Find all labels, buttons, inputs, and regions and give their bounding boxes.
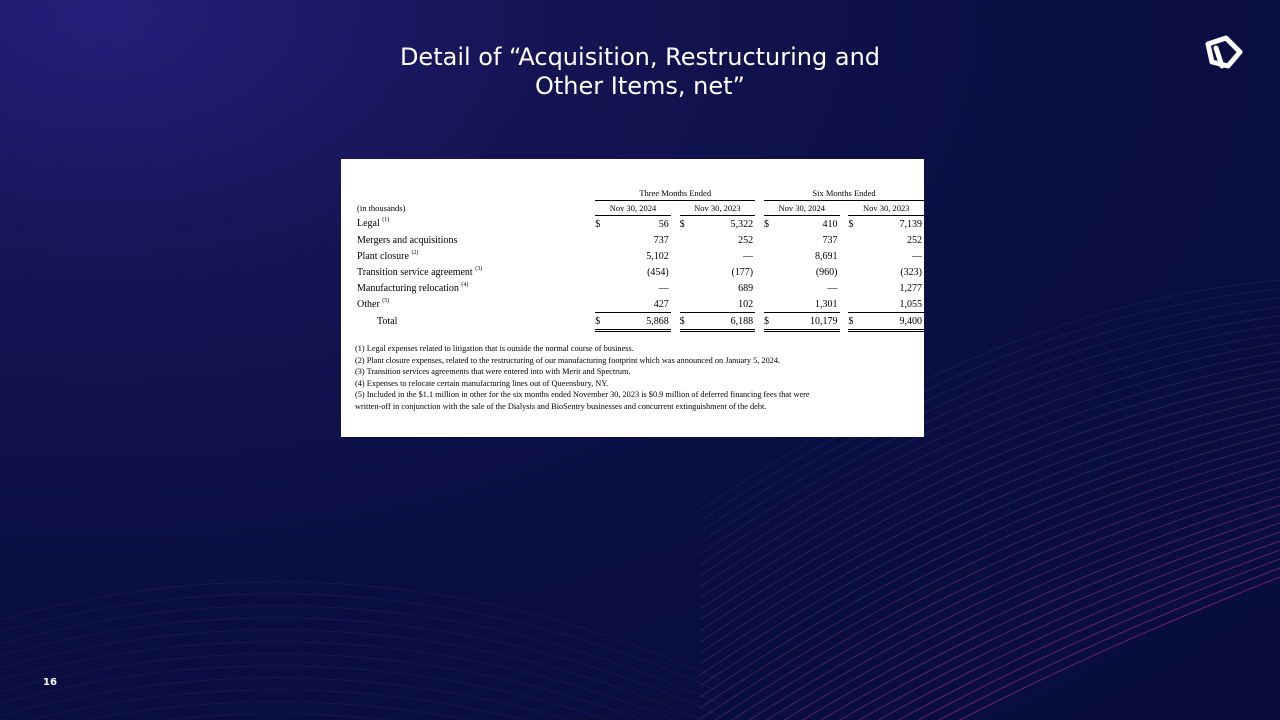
table-cell: (454) — [647, 266, 669, 278]
total-value: 5,868 — [605, 313, 671, 331]
acquisition-restructuring-table — [357, 186, 924, 332]
table-row — [357, 248, 924, 264]
total-label: Total — [377, 316, 398, 327]
table-row — [357, 232, 924, 248]
row-label — [357, 216, 595, 233]
brand-logo-icon — [1198, 32, 1246, 74]
total-row — [357, 313, 924, 331]
row-label — [357, 280, 595, 296]
total-value: 6,188 — [689, 313, 755, 331]
slide-title-line-1: Detail of “Acquisition, Restructuring and — [399, 43, 881, 71]
table-cell: 737 — [653, 234, 669, 246]
table-cell: 5,322 — [730, 218, 754, 230]
footnote-ref: (2) — [411, 249, 419, 256]
table-cell: 8,691 — [815, 250, 838, 262]
currency-symbol: $ — [848, 313, 858, 331]
table-cell: 410 — [822, 218, 838, 230]
row-label — [357, 296, 595, 313]
footnote-ref: (4) — [461, 281, 469, 288]
wave-line — [700, 532, 1280, 720]
table-row — [357, 296, 924, 313]
row-label — [357, 232, 595, 248]
currency-symbol: $ — [595, 218, 601, 230]
table-cell: (960) — [815, 266, 838, 278]
footnote-ref: (3) — [475, 265, 483, 272]
wave-line — [0, 606, 720, 704]
row-label-text: Manufacturing relocation — [357, 282, 459, 294]
wave-line — [0, 630, 720, 720]
column-header: Nov 30, 2023 — [848, 201, 924, 216]
wave-line — [0, 678, 720, 720]
column-header: Nov 30, 2024 — [595, 201, 670, 216]
currency-symbol: $ — [848, 218, 854, 230]
table-row — [357, 216, 924, 233]
table-cell: 1,055 — [899, 298, 922, 310]
table-cell: 56 — [658, 218, 669, 230]
row-label-text: Other — [357, 298, 380, 310]
column-header: Nov 30, 2024 — [764, 201, 839, 216]
table-cell: 7,139 — [899, 218, 922, 230]
table-cell: 737 — [822, 234, 838, 246]
table-row — [357, 264, 924, 280]
wave-line — [0, 714, 720, 720]
page-number: 16 — [43, 677, 57, 688]
table-cell: — — [658, 282, 669, 294]
wave-line — [700, 415, 1280, 675]
wave-line — [700, 523, 1280, 720]
table-cell: 1,277 — [899, 282, 922, 294]
table-cell: 427 — [653, 298, 669, 310]
wave-line — [700, 442, 1280, 708]
unit-label: (in thousands) — [357, 203, 406, 213]
total-value: 10,179 — [774, 313, 840, 331]
footnote-ref: (1) — [382, 217, 390, 224]
group-header-three-months: Three Months Ended — [595, 186, 755, 201]
group-header-six-months: Six Months Ended — [764, 186, 924, 201]
column-header: Nov 30, 2023 — [680, 201, 755, 216]
footnotes — [355, 343, 915, 413]
row-label-text: Transition service agreement — [357, 266, 473, 278]
table-cell: (177) — [731, 266, 754, 278]
table-cell: 5,102 — [646, 250, 669, 262]
currency-symbol: $ — [679, 218, 685, 230]
row-label — [357, 264, 595, 280]
footnote: (4) Expenses to relocate certain manufacturing lines out of Queensbury, NY. — [355, 378, 609, 388]
wave-line — [0, 582, 720, 680]
wave-line — [700, 577, 1280, 720]
footnote: (1) Legal expenses related to litigation that is outside the normal course of business. — [355, 344, 634, 353]
wave-line — [700, 514, 1280, 720]
currency-symbol: $ — [680, 313, 690, 331]
footnote-ref: (5) — [382, 297, 390, 304]
footnote: (5) Included in the $1.1 million in other for the six months ended November 30, 2023 is $0.9 million of deferred financing fees that were — [355, 390, 810, 400]
row-label-text: Mergers and acquisitions — [357, 234, 458, 246]
row-label — [357, 248, 595, 264]
currency-symbol: $ — [595, 313, 605, 331]
footnote: written-off in conjunction with the sale of the Dialysis and BioSentry businesses and concurrent extinguishment of the debt. — [355, 401, 767, 411]
table-cell: — — [912, 250, 922, 262]
currency-symbol: $ — [764, 313, 774, 331]
total-value: 9,400 — [858, 313, 924, 331]
table-cell: — — [743, 250, 754, 262]
footnote: (2) Plant closure expenses, related to the restructuring of our manufacturing footprint which was announced on January 5, 2024. — [355, 355, 781, 365]
wave-line — [0, 618, 720, 716]
wave-line — [700, 568, 1280, 720]
footnote: (3) Transition services agreements that were entered into with Merit and Spectrum. — [355, 367, 631, 377]
row-label-text: Legal — [357, 218, 380, 230]
slide-title-line-2: Other Items, net” — [535, 72, 745, 100]
table-cell: — — [827, 282, 838, 294]
slide-title — [340, 43, 940, 101]
table-cell: (323) — [900, 266, 922, 278]
table-cell: 252 — [738, 234, 754, 246]
table-row — [357, 280, 924, 296]
table-cell: 689 — [738, 282, 754, 294]
table-cell: 252 — [907, 234, 922, 246]
row-label-text: Plant closure — [357, 250, 409, 262]
wave-line — [0, 594, 720, 692]
wave-line — [700, 469, 1280, 720]
financial-table-panel — [341, 159, 924, 437]
currency-symbol: $ — [764, 218, 770, 230]
table-cell: 102 — [738, 298, 754, 310]
wave-line — [0, 654, 720, 720]
table-cell: 1,301 — [815, 298, 838, 310]
wave-line — [700, 451, 1280, 719]
